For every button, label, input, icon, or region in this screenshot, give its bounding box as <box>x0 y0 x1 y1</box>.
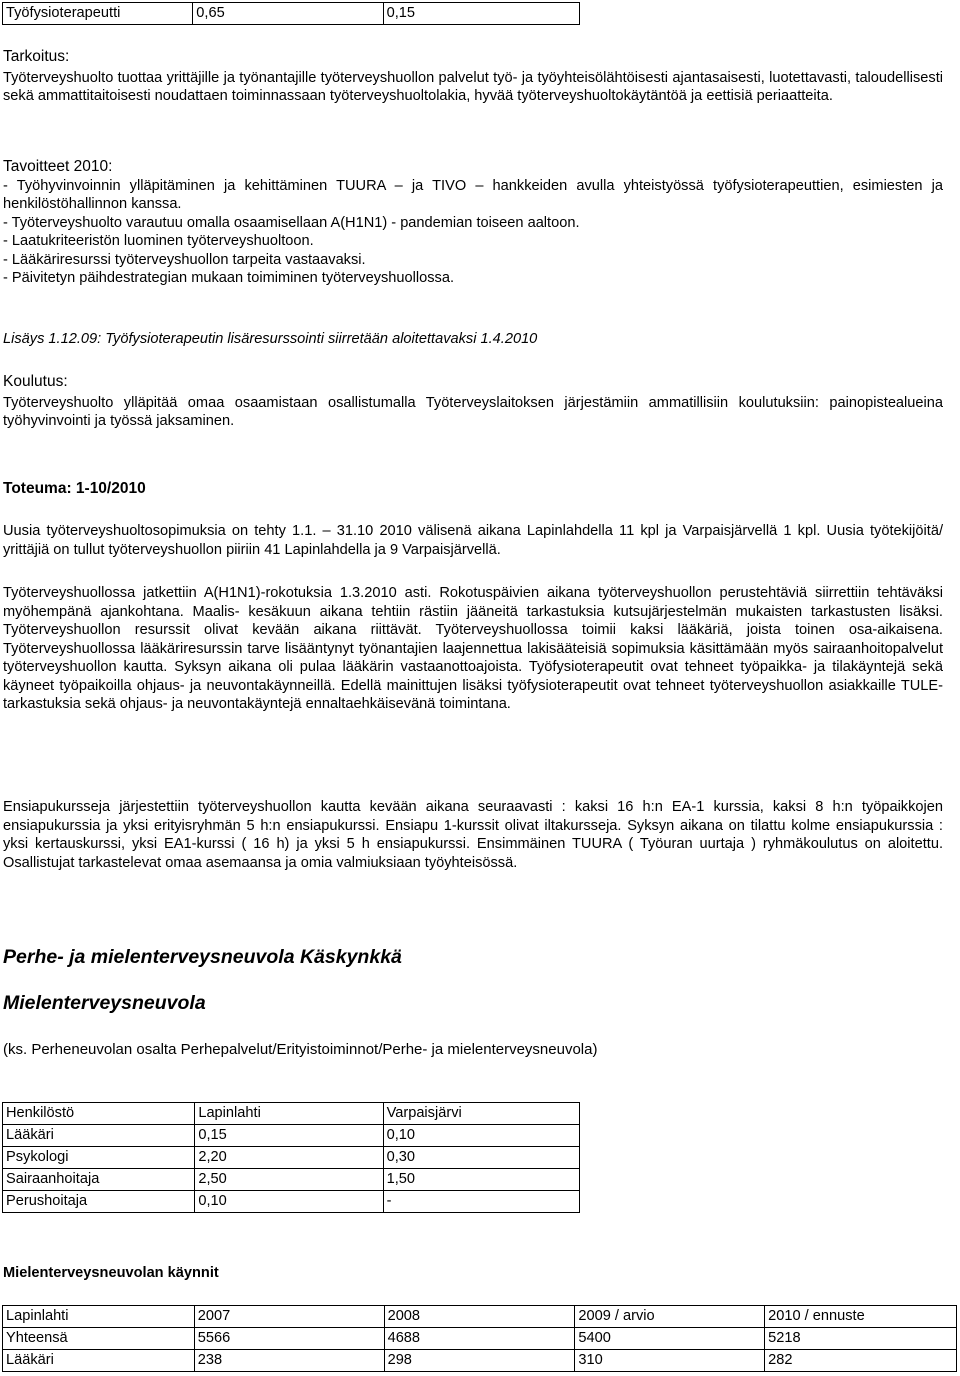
table-row <box>3 1169 580 1191</box>
table-cell: 2,50 <box>195 1169 383 1191</box>
koulutus-text: Työterveyshuolto ylläpitää omaa osaamistaan osallistumalla Työterveyslaitoksen järjestämiin ammatillisiin koulutuksiin: painopistealueina työhyvinvointi ja työssä jaksaminen. <box>3 394 943 429</box>
table-cell: 1,50 <box>383 1169 579 1191</box>
table-row <box>3 1350 957 1372</box>
table-header-cell: 2007 <box>194 1306 384 1328</box>
table-header-row <box>3 1103 580 1125</box>
table-cell: Psykologi <box>3 1147 195 1169</box>
staff-table <box>2 1102 580 1213</box>
table-header-cell: Varpaisjärvi <box>383 1103 579 1125</box>
lisays-note: Lisäys 1.12.09: Työfysioterapeutin lisäresurssointi siirretään aloitettavaksi 1.4.2010 <box>3 331 538 347</box>
table-row <box>3 1191 580 1213</box>
table-cell: 0,15 <box>195 1125 383 1147</box>
table-header-cell: 2009 / arvio <box>575 1306 765 1328</box>
visits-table <box>2 1305 957 1372</box>
table-row <box>3 3 580 25</box>
table-cell: 0,65 <box>193 3 383 25</box>
tavoitteet-heading: Tavoitteet 2010: <box>3 158 113 175</box>
table-cell: 5566 <box>194 1328 384 1350</box>
table-row <box>3 1328 957 1350</box>
table-cell: Sairaanhoitaja <box>3 1169 195 1191</box>
table-cell: Yhteensä <box>3 1328 195 1350</box>
top-staff-table <box>2 2 580 25</box>
table-header-cell: Lapinlahti <box>3 1306 195 1328</box>
table-header-cell: 2010 / ennuste <box>765 1306 957 1328</box>
toteuma-paragraph-3: Ensiapukursseja järjestettiin työterveyshuollon kautta kevään aikana seuraavasti : kaksi 16 h:n EA-1 kurssia, kaksi 8 h:n työpaikkojen ensiapukurssia ja yksi erityisryhmän 5 h:n ensiapukurssi. Ensiapu 1-kurssit olivat iltakursseja. Syksyn aikana on tilattu kolme ensiapukurssia : yksi kertauskurssi, yksi EA1-kurssi ( 16 h) ja yksi 5 h ensiapukurssi. Ensimmäinen TUURA ( Työuran uurtaja ) ryhmäkoulutus on aloitettu. Osallistujat tarkastelevat omaa asemaansa ja omia valmiuksiaan työyhteisössä. <box>3 799 943 871</box>
perhe-note: (ks. Perheneuvolan osalta Perhepalvelut/Erityistoiminnot/Perhe- ja mielenterveysneuvola) <box>3 1041 598 1058</box>
table-cell: 5218 <box>765 1328 957 1350</box>
table-cell: Perushoitaja <box>3 1191 195 1213</box>
table-cell: 298 <box>384 1350 575 1372</box>
table-cell: 0,10 <box>383 1125 579 1147</box>
table-header-cell: Lapinlahti <box>195 1103 383 1125</box>
tarkoitus-text: Työterveyshuolto tuottaa yrittäjille ja työnantajille työterveyshuollon palvelut työ- ja työyhteisölähtöisesti ajantasaisesti, luotettavasti, taloudellisesti sekä ammattitaitoisesti noudattaen toiminnassaan työterveyshuoltolakia, hyvää työterveyshuoltokäytäntöä ja eettisiä periaatteita. <box>3 69 943 104</box>
table-cell: 0,10 <box>195 1191 383 1213</box>
table-cell: 4688 <box>384 1328 575 1350</box>
koulutus-heading: Koulutus: <box>3 373 68 390</box>
tarkoitus-heading: Tarkoitus: <box>3 48 70 65</box>
tavoitteet-item: - Työterveyshuolto varautuu omalla osaamisellaan A(H1N1) - pandemian toiseen aaltoon. <box>3 214 580 231</box>
table-cell: Lääkäri <box>3 1350 195 1372</box>
table-cell: 5400 <box>575 1328 765 1350</box>
table-cell: 2,20 <box>195 1147 383 1169</box>
perhe-heading: Perhe- ja mielenterveysneuvola Käskynkkä <box>3 946 402 968</box>
tavoitteet-item: - Lääkäriresurssi työterveyshuollon tarpeita vastaavaksi. <box>3 251 366 268</box>
table-cell: Työfysioterapeutti <box>3 3 193 25</box>
table-row <box>3 1125 580 1147</box>
table-cell: 310 <box>575 1350 765 1372</box>
table-header-row <box>3 1306 957 1328</box>
tarkoitus-section <box>3 48 943 106</box>
koulutus-section <box>3 373 943 431</box>
tavoitteet-item: - Laatukriteeristön luominen työterveyshuoltoon. <box>3 233 314 249</box>
mielenterveysneuvola-heading: Mielenterveysneuvola <box>3 992 206 1014</box>
table-header-cell: Henkilöstö <box>3 1103 195 1125</box>
table-cell: 238 <box>194 1350 384 1372</box>
table-cell: 0,15 <box>383 3 579 25</box>
tavoitteet-item: - Työhyvinvoinnin ylläpitäminen ja kehittäminen TUURA – ja TIVO – hankkeiden avulla yhteistyössä työfysioterapeuttien, esimiesten ja henkilöstöhallinnon kanssa. <box>3 177 943 212</box>
toteuma-paragraph-1: Uusia työterveyshuoltosopimuksia on tehty 1.1. – 31.10 2010 välisenä aikana Lapinlahdella 11 kpl ja Varpaisjärvellä 1 kpl. Uusia työtekijöitä/ yrittäjiä on tullut työterveyshuollon piiriin 41 Lapinlahdella ja 9 Varpaisjärvellä. <box>3 523 943 558</box>
tavoitteet-item: - Päivitetyn päihdestrategian mukaan toimiminen työterveyshuollossa. <box>3 270 455 286</box>
tavoitteet-section <box>3 158 943 288</box>
toteuma-heading: Toteuma: 1-10/2010 <box>3 480 146 497</box>
visits-heading: Mielenterveysneuvolan käynnit <box>3 1265 219 1281</box>
table-cell: 0,30 <box>383 1147 579 1169</box>
toteuma-paragraph-2: Työterveyshuollossa jatkettiin A(H1N1)-rokotuksia 1.3.2010 asti. Rokotuspäivien aikana työterveyshuollon perustehtäviä siirrettiin tehtäväksi myöhempänä ajankohtana. Maalis- kesäkuun aikana tehtiin rästiin jääneitä tarkastuksia kutsujärjestelmän mukaisten tarkastusten lisäksi. Työterveyshuollon resurssit olivat kevään aikana riittävät. Työterveyshuollossa toimii kaksi lääkäriä, joista toinen osa-aikaisena. Työterveyshuollossa lääkäriresurssin tarve lisääntynyt työnantajien laajennettua lakisääteisiä sopimuksia käsittämään myös sairaanhoitopalvelut työterveyshuollon kautta. Syksyn aikana oli pulaa lääkärin vastaanottoajoista. Työfysioterapeutit ovat tehneet työpaikka- ja tilakäyntejä sekä käyneet työpaikoilla ohjaus- ja neuvontakäynneillä. Edellä mainittujen lisäksi työfysioterapeutit ovat tehneet työterveyshuollon asiakkaille TULE- tarkastuksia sekä ohjaus- ja neuvontakäyntejä ennaltaehkäisevänä toimintana. <box>3 585 943 712</box>
table-cell: Lääkäri <box>3 1125 195 1147</box>
table-header-cell: 2008 <box>384 1306 575 1328</box>
table-cell: 282 <box>765 1350 957 1372</box>
table-row <box>3 1147 580 1169</box>
table-cell: - <box>383 1191 579 1213</box>
